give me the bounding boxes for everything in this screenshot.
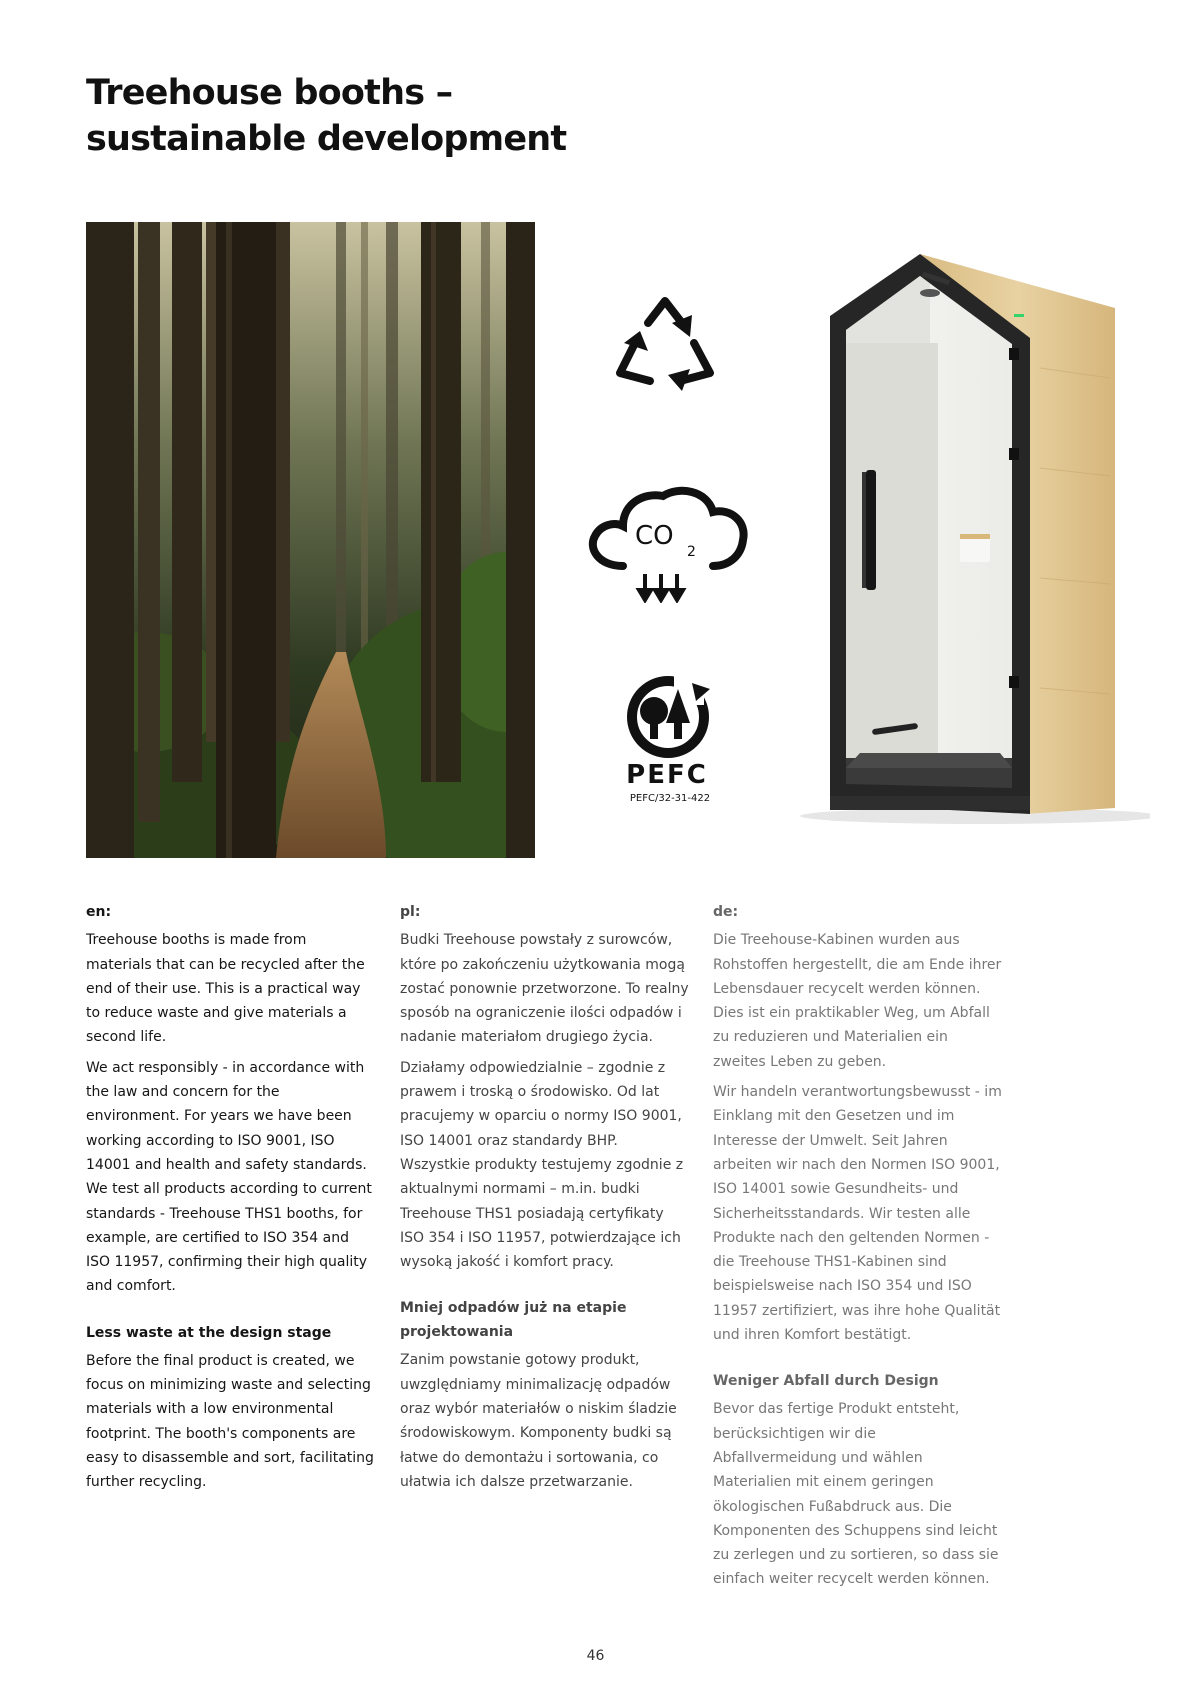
- paragraph-2-en: We act responsibly - in accordance with the law and concern for the environment. For years we have been working according to ISO 9001, ISO 14001 and health and safety standards. We test all products according to current standards - Treehouse THS1 booths, for example, are certified to ISO 354 and ISO 11957, confirming their high quality and comfort.: [86, 1059, 372, 1295]
- paragraph-1-en: Treehouse booths is made from materials that can be recycled after the end of their use. This is a practical way to reduce waste and give materials a second life.: [86, 932, 365, 1046]
- section-heading-de: Weniger Abfall durch Design: [713, 1373, 939, 1390]
- recycle-icon: [610, 293, 720, 393]
- language-label-en: en:: [86, 904, 112, 920]
- paragraph-2-de: Wir handeln verantwortungsbewusst - im Einklang mit den Gesetzen und im Interesse der Umwelt. Seit Jahren arbeiten wir nach den Normen ISO 9001, ISO 14001 sowie Gesundheits- und Sicherheitsstandards. Wir testen alle Produkte nach den geltenden Normen - die Treehouse THS1-Kabinen sind beispielsweise nach ISO 354 und ISO 11957 zertifiziert, was ihre hohe Qualität und ihren Komfort bestätigt.: [713, 1084, 1002, 1344]
- paragraph-3-en: Before the final product is created, we focus on minimizing waste and selecting materials with a low environmental footprint. The booth's components are easy to disassemble and sort, facilitating further recycling.: [86, 1352, 374, 1491]
- page-number: 46: [586, 1648, 605, 1664]
- section-heading-en: Less waste at the design stage: [86, 1324, 332, 1341]
- german-column: [713, 900, 1003, 1598]
- language-label-de: de:: [713, 904, 739, 920]
- paragraph-3-de: Bevor das fertige Produkt entsteht, berücksichtigen wir die Abfallvermeidung und wählen Materialien mit einem geringen ökologischen Fußabdruck aus. Die Komponenten des Schuppens sind leicht zu zerlegen und zu sortieren, so dass sie einfach weiter recycelt werden können.: [713, 1401, 999, 1588]
- paragraph-3-pl: Zanim powstanie gotowy produkt, uwzględniamy minimalizację odpadów oraz wybór materiałów o niskim śladzie środowiskowym. Komponenty budki są łatwe do demontażu i sortowania, co ułatwia ich dalsze przetwarzanie.: [400, 1352, 677, 1490]
- treehouse-booth-photo: [790, 248, 1150, 828]
- paragraph-2-pl: Działamy odpowiedzialnie – zgodnie z prawem i troską o środowisko. Od lat pracujemy w oparciu o normy ISO 9001, ISO 14001 oraz standardy BHP. Wszystkie produkty testujemy zgodnie z aktualnymi normami – m.in. budki Treehouse THS1 posiadają certyfikaty ISO 354 i ISO 11957, potwierdzające ich wysoką jakość i komfort pracy.: [400, 1059, 684, 1271]
- paragraph-1-pl: Budki Treehouse powstały z surowców, które po zakończeniu użytkowania mogą zostać ponownie przetworzone. To realny sposób na ograniczenie ilości odpadów i nadanie materiałom drugiego życia.: [400, 932, 689, 1046]
- co2-reduction-icon: [583, 478, 753, 603]
- page-title: [86, 70, 566, 162]
- forest-path-photo: [86, 222, 535, 858]
- co2-subscript: 2: [687, 544, 696, 560]
- title-line-2: sustainable development: [86, 119, 567, 159]
- co2-text: CO: [635, 521, 674, 551]
- section-heading-pl: Mniej odpadów już na etapie projektowania: [400, 1300, 627, 1341]
- language-label-pl: pl:: [400, 904, 421, 920]
- pefc-logo: [612, 675, 722, 790]
- pefc-code: PEFC/32-31-422: [629, 793, 711, 804]
- pefc-text: PEFC: [626, 760, 708, 790]
- english-column: [86, 900, 376, 1501]
- title-line-1: Treehouse booths –: [86, 73, 453, 113]
- paragraph-1-de: Die Treehouse-Kabinen wurden aus Rohstoffen hergestellt, die am Ende ihrer Lebensdauer recycelt werden können. Dies ist ein praktikabler Weg, um Abfall zu reduzieren und Materialien ein zweites Leben zu geben.: [713, 932, 1002, 1070]
- polish-column: [400, 900, 690, 1500]
